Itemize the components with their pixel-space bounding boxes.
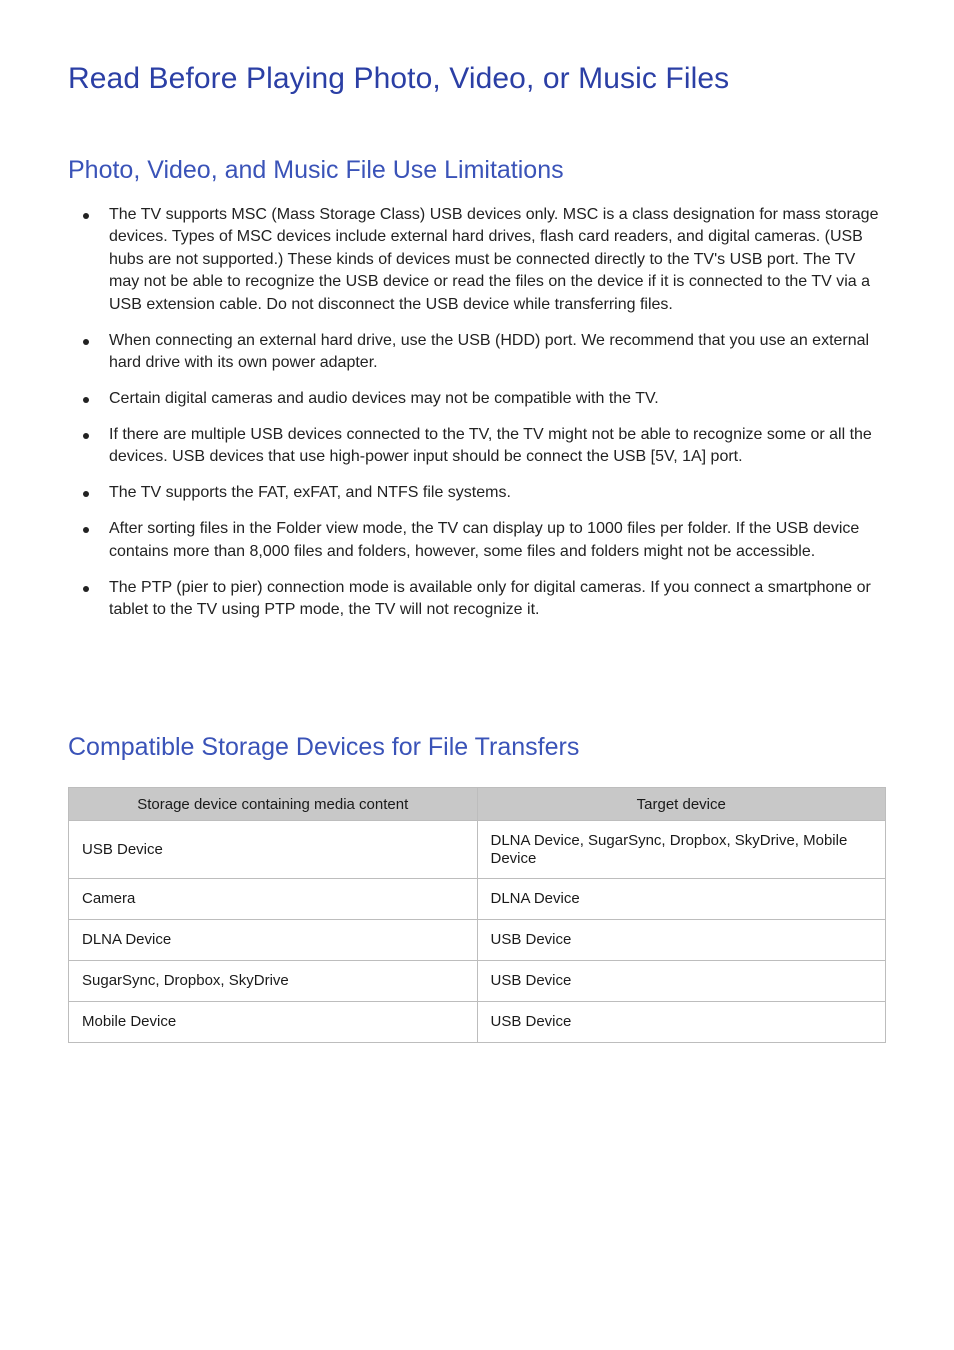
- list-item: [68, 388, 886, 410]
- table-cell-target: DLNA Device: [477, 879, 886, 920]
- list-item: [68, 518, 886, 563]
- bullet-icon: [83, 397, 89, 403]
- bullet-icon: [83, 586, 89, 592]
- table-cell-target: DLNA Device, SugarSync, Dropbox, SkyDrive, Mobile Device: [477, 821, 886, 879]
- bullet-icon: [83, 491, 89, 497]
- limitations-list: [68, 204, 886, 635]
- table-cell-target: USB Device: [477, 1002, 886, 1043]
- column-header-target-device: Target device: [477, 788, 886, 821]
- table-row: [69, 821, 886, 879]
- table-cell-storage: SugarSync, Dropbox, SkyDrive: [69, 961, 478, 1002]
- list-item: [68, 577, 886, 622]
- list-item-text: The PTP (pier to pier) connection mode is available only for digital cameras. If you connect a smartphone or tablet to the TV using PTP mode, the TV will not recognize it.: [109, 578, 871, 619]
- bullet-icon: [83, 527, 89, 533]
- bullet-icon: [83, 213, 89, 219]
- table-cell-storage: Mobile Device: [69, 1002, 478, 1043]
- page-title: Read Before Playing Photo, Video, or Music Files: [68, 62, 730, 95]
- column-header-storage-device: Storage device containing media content: [69, 788, 478, 821]
- list-item: [68, 482, 886, 504]
- section-heading-limitations: Photo, Video, and Music File Use Limitations: [68, 156, 564, 184]
- bullet-icon: [83, 433, 89, 439]
- list-item: [68, 330, 886, 375]
- bullet-icon: [83, 339, 89, 345]
- table-row: [69, 1002, 886, 1043]
- list-item-text: Certain digital cameras and audio devices may not be compatible with the TV.: [109, 390, 659, 408]
- list-item: [68, 204, 886, 316]
- list-item-text: The TV supports MSC (Mass Storage Class) USB devices only. MSC is a class designation for mass storage devices. Types of MSC devices include external hard drives, flash card readers, and digital cameras. (USB hubs are not supported.) These kinds of devices must be connected directly to the TV's USB port. The TV may not be able to recognize the USB device or read the files on the device if it is connected to the TV via a USB extension cable. Do not disconnect the USB device while transferring files.: [109, 206, 879, 313]
- table-cell-storage: USB Device: [69, 821, 478, 879]
- list-item-text: When connecting an external hard drive, use the USB (HDD) port. We recommend that you use an external hard drive with its own power adapter.: [109, 331, 870, 372]
- table-header-row: [69, 788, 886, 821]
- list-item-text: The TV supports the FAT, exFAT, and NTFS file systems.: [109, 484, 511, 502]
- table-row: [69, 920, 886, 961]
- table-cell-target: USB Device: [477, 961, 886, 1002]
- table-row: [69, 961, 886, 1002]
- compatibility-table: [68, 787, 886, 1043]
- list-item-text: If there are multiple USB devices connected to the TV, the TV might not be able to recognize some or all the devices. USB devices that use high-power input should be connect the USB [5V, 1A] port.: [109, 426, 872, 466]
- table-cell-storage: DLNA Device: [69, 920, 478, 961]
- table-row: [69, 879, 886, 920]
- list-item: [68, 424, 886, 469]
- section-heading-compatible-devices: Compatible Storage Devices for File Transfers: [68, 733, 580, 761]
- list-item-text: After sorting files in the Folder view mode, the TV can display up to 1000 files per folder. If the USB device contains more than 8,000 files and folders, however, some files and folders might not be accessible.: [109, 520, 860, 560]
- table-cell-storage: Camera: [69, 879, 478, 920]
- table-cell-target: USB Device: [477, 920, 886, 961]
